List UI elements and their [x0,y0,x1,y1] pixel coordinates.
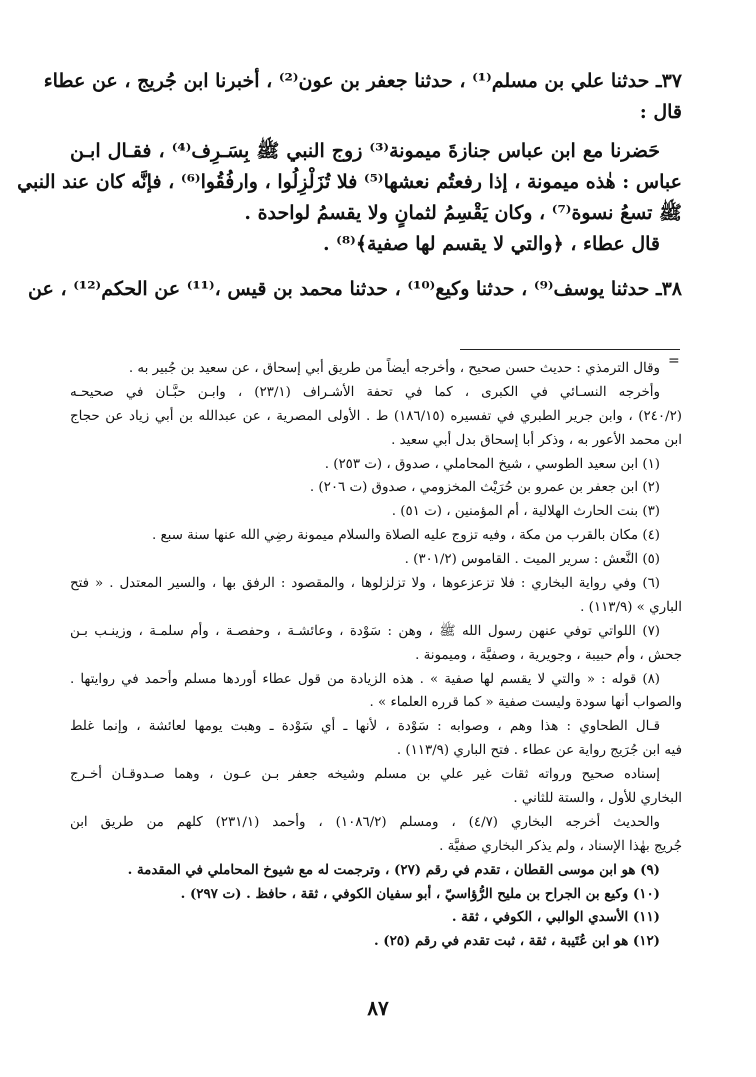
footnote-9: (٩) هو ابن موسى القطان ، تقدم في رقم (٢٧) ، وترجمت له مع شيوخ المحاملي في المقدمة . [127,861,660,878]
hadith-37-line-6: قال عطاء ، ﴿والتي لا يقسم لها صفية﴾⁽⁸⁾ . [322,233,660,255]
continuation-mark: = [668,353,680,369]
hadith-37-line-1: ٣٧ـ حدثنا علي بن مسلم⁽¹⁾ ، حدثنا جعفر بن عون⁽²⁾ ، أخبرنا ابن جُريج ، عن عطاء [43,70,682,92]
footnote-line: البخاري للأول ، والستة للثاني . [513,791,682,807]
footnote-6-cont: الباري » (١١٣/٩) . [580,599,682,615]
footnote-8-cont: والصواب أنها سودة وليست صفية « كما قرره العلماء » . [369,695,682,711]
hadith-37-line-2: قال : [639,101,682,123]
footnote-1: (١) ابن سعيد الطوسي ، شيخ المحاملي ، صدوق ، (ت ٢٥٣) . [324,456,660,472]
footnote-5: (٥) النَّعش : سرير الميت . القاموس (٣٠١/٢) . [404,552,660,568]
footnote-line: إسناده صحيح ورواته ثقات غير علي بن مسلم وشيخه جعفر بـن عـون ، وهما صـدوقـان أخـرج [70,767,660,783]
footnote-6: (٦) وفي رواية البخاري : فلا تزعزعوها ، ولا تزلزلوها ، والمقصود : الرفق بها ، والسير المعتدل . « فتح [70,576,660,592]
footnote-8-cont: قـال الطحاوي : هذا وهم ، وصوابه : سَوْدة ، لأنها ـ أي سَوْدة ـ وهبت يومها لعائشة ، وإنما غلط [70,719,660,735]
page-number: ٨٧ [367,996,389,1020]
hadith-37-line-5: ﷺ تسعُ نسوة⁽⁷⁾ ، وكان يَقْسِمُ لثمانٍ ولا يقسمُ لواحدة . [244,202,682,224]
footnotes [70,357,682,954]
footnote-line: وقال الترمذي : حديث حسن صحيح ، وأخرجه أيضاً من طريق أبي إسحاق ، عن سعيد بن جُبير به . [128,361,660,376]
footnote-7: (٧) اللواتي توفي عنهن رسول الله ﷺ ، وهن : سَوْدة ، وعائشـة ، وحفصـة ، وأم سلمـة ، وزينـب بـن [70,623,660,639]
footnote-10: (١٠) وكيع بن الجراح بن مليح الرُّؤاسيّ ، أبو سفيان الكوفي ، ثقة ، حافظ . (ت ٢٩٧) . [180,885,660,902]
hadith-37-line-4: عباس : هٰذه ميمونة ، إذا رفعتُم نعشها⁽⁵⁾ فلا تُزَلْزِلُوا ، وارفُقُوا⁽⁶⁾ ، فإنَّه كان عند النبي [17,171,682,193]
footnote-7-cont: جحش ، وأم حبيبة ، وجويرية ، وصفيَّة ، وميمونة . [415,647,682,663]
footnote-line: جُريج بهٰذا الإسناد ، ولم يذكر البخاري صفيَّة . [439,838,682,854]
footnote-line: وأخرجه النسـائي في الكبرى ، كما في تحفة الأشـراف (٢٣/١) ، وابـن حبَّـان في صحيحـه [70,384,660,400]
footnote-line: والحديث أخرجه البخاري (٤/٧) ، ومسلم (١٠٨٦/٢) ، وأحمد (٢٣١/١) كلهم من طريق ابن [70,814,660,830]
hadith-37-line-3: حَضرنا مع ابن عباس جنازةَ ميمونة⁽³⁾ زوج النبي ﷺ بِسَـرِف⁽⁴⁾ ، فقـال ابـن [70,140,660,162]
footnote-line: ابن محمد الأعور به ، وذكر أبا إسحاق بدل أبي سعيد . [391,432,682,448]
main-text [17,66,682,305]
hadith-38-line-1: ٣٨ـ حدثنا يوسف⁽⁹⁾ ، حدثنا وكيع⁽¹⁰⁾ ، حدثنا محمد بن قيس ،⁽¹¹⁾ عن الحكم⁽¹²⁾ ، عن [28,278,682,300]
footnote-12: (١٢) هو ابن عُتَيبة ، ثقة ، ثبت تقدم في رقم (٢٥) . [373,933,660,950]
footnote-line: (٢٤٠/٢) ، وابن جرير الطبري في تفسيره (١٨٦/١٥) ط . الأولى المصرية ، عن عبدالله بن أبي زياد عن حجاج [70,408,682,424]
footnote-8: (٨) قوله : « والتي لا يقسم لها صفية » . هذه الزيادة من قول عطاء أوردها مسلم وأحمد في روايتها . [70,671,660,687]
footnote-4: (٤) مكان بالقرب من مكة ، وفيه تزوج عليه الصلاة والسلام ميمونة رضِي الله عنها سنة سبع . [151,528,660,544]
footnote-3: (٣) بنت الحارث الهلالية ، أم المؤمنين ، (ت ٥١) . [391,504,660,520]
footnote-divider [460,349,680,350]
footnote-2: (٢) ابن جعفر بن عمرو بن حُرَيْث المخزومي ، صدوق (ت ٢٠٦) . [309,480,660,496]
footnote-8-cont: فيه ابن جُرَيج رواية عن عطاء . فتح الباري (١١٣/٩) . [396,743,682,759]
footnote-11: (١١) الأسدي الوالبي ، الكوفي ، ثقة . [451,909,660,926]
